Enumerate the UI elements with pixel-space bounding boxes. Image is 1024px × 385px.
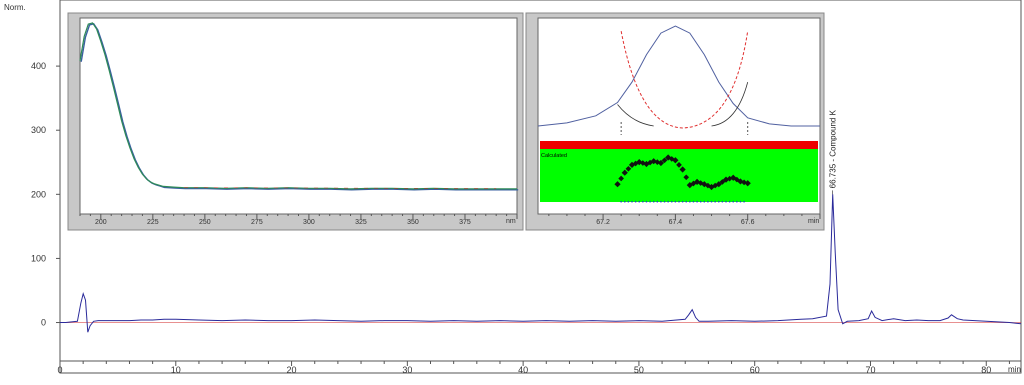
purity-threshold-dot <box>628 201 629 202</box>
spectrum-x-tick-label: 225 <box>146 219 159 226</box>
purity-threshold-dot <box>743 201 744 202</box>
purity-threshold-dot <box>646 201 647 202</box>
purity-threshold-dot <box>664 201 665 202</box>
y-tick-label: 400 <box>30 61 46 72</box>
purity-threshold-dot <box>620 201 621 202</box>
purity-threshold-dot <box>693 201 694 202</box>
inset-spectrum <box>68 13 523 230</box>
purity-threshold-dot <box>718 201 719 202</box>
purity-threshold-dot <box>696 201 697 202</box>
inset-purity <box>526 13 824 230</box>
purity-threshold-dot <box>722 201 723 202</box>
purity-threshold-dot <box>639 201 640 202</box>
purity-threshold-dot <box>678 201 679 202</box>
purity-threshold-dot <box>660 201 661 202</box>
x-tick-label: 10 <box>170 365 181 375</box>
purity-threshold-dot <box>704 201 705 202</box>
purity-threshold-dot <box>635 201 636 202</box>
purity-threshold-dot <box>711 201 712 202</box>
purity-threshold-dot <box>707 201 708 202</box>
spectrum-x-tick-label: 200 <box>94 219 107 226</box>
spectrum-x-tick-label: 375 <box>459 219 471 226</box>
purity-threshold-dot <box>653 201 654 202</box>
spectrum-x-tick-label: 350 <box>407 219 419 226</box>
main-ylabel: Norm. <box>4 3 26 12</box>
purity-threshold-dot <box>657 201 658 202</box>
spectrum-x-tick-label: 325 <box>355 219 367 226</box>
y-tick-label: 100 <box>30 253 46 264</box>
main-xlabel: min <box>1008 365 1021 374</box>
peak-annotation: 66.735 - Compound K <box>828 110 838 189</box>
purity-xunit: min <box>808 218 820 225</box>
purity-threshold-dot <box>631 201 632 202</box>
x-tick-label: 80 <box>981 365 992 375</box>
purity-threshold-dot <box>725 201 726 202</box>
x-tick-label: 70 <box>865 365 876 375</box>
purity-threshold-dot <box>675 201 676 202</box>
purity-threshold-dot <box>740 201 741 202</box>
spectrum-x-tick-label: 275 <box>251 219 263 226</box>
purity-threshold-dot <box>700 201 701 202</box>
x-tick-label: 40 <box>518 365 529 375</box>
purity-threshold-dot <box>689 201 690 202</box>
purity-x-tick-label: 67.4 <box>668 219 683 226</box>
y-tick-label: 200 <box>30 189 46 200</box>
inset-spectrum-frame <box>80 18 517 214</box>
purity-threshold-dot <box>642 201 643 202</box>
spectrum-x-tick-label: 250 <box>199 219 211 226</box>
spectrum-xunit: nm <box>506 218 516 225</box>
x-tick-label: 60 <box>749 365 760 375</box>
purity-threshold-dot <box>736 201 737 202</box>
y-tick-label: 300 <box>30 125 46 136</box>
purity-threshold-dot <box>624 201 625 202</box>
purity-threshold-dot <box>729 201 730 202</box>
purity-threshold-dot <box>682 201 683 202</box>
spectrum-x-tick-label: 300 <box>303 219 315 226</box>
purity-threshold-dot <box>667 201 668 202</box>
purity-threshold-dot <box>733 201 734 202</box>
x-tick-label: 0 <box>57 365 63 375</box>
x-tick-label: 30 <box>402 365 413 375</box>
y-tick-label: 0 <box>40 317 46 328</box>
x-tick-label: 20 <box>286 365 297 375</box>
purity-green-band <box>540 149 818 202</box>
purity-threshold-dot <box>686 201 687 202</box>
purity-threshold-dot <box>649 201 650 202</box>
purity-threshold-dot <box>671 201 672 202</box>
purity-x-tick-label: 67.6 <box>740 219 755 226</box>
purity-x-tick-label: 67.2 <box>596 219 610 226</box>
purity-band-label: Calculated <box>541 153 567 159</box>
x-tick-label: 50 <box>633 365 644 375</box>
purity-threshold-dot <box>714 201 715 202</box>
purity-red-band <box>540 141 818 149</box>
